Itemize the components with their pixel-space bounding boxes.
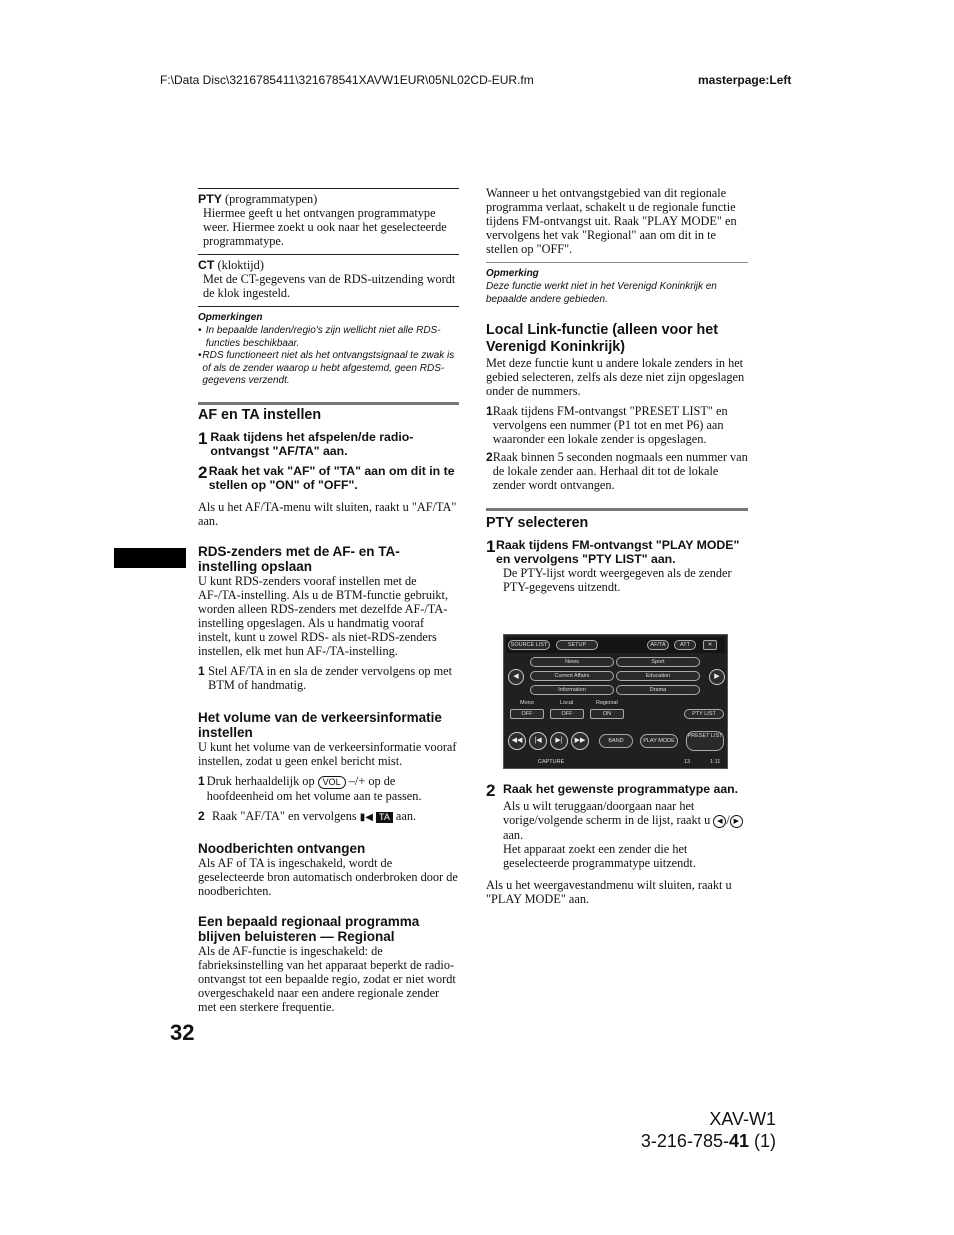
pty-definition: [198, 192, 459, 248]
speaker-icon: ▮◀: [359, 811, 373, 823]
next-page-icon[interactable]: ▶: [709, 669, 725, 685]
sub-number: 1: [198, 663, 205, 678]
vol-body: U kunt het volume van de verkeersinformatie vooraf instellen, zodat u geen enkel bericht mist.: [198, 739, 457, 768]
local-link-title: Local Link-functie (alleen voor het Verenigd Koninkrijk): [486, 322, 718, 355]
part-number: 3-216-785-41 (1): [640, 1131, 776, 1151]
next-track-icon[interactable]: ▶|: [550, 732, 568, 750]
step-number: 1: [486, 537, 496, 556]
masterpage-label: masterpage:Left: [698, 73, 792, 87]
sub-text: Raak tijdens FM-ontvangst "PRESET LIST" en vervolgens een nummer (P1 tot en met P6) aan waaronder een lokale zender is opgeslagen.: [492, 404, 728, 446]
sub-number: 2: [486, 450, 493, 464]
vol-button-icon: VOL: [318, 776, 346, 789]
opmerking-text: Deze functie werkt niet in het Verenigd Koninkrijk en bepaalde andere gebieden.: [486, 281, 717, 305]
right-column: [486, 186, 748, 594]
section-tab-marker: [114, 548, 186, 568]
sub-text: Raak binnen 5 seconden nogmaals een nummer van de lokale zender aan. Herhaal dit tot de lokale zender wordt ontvangen.: [492, 450, 748, 492]
pty-list-button[interactable]: PTY LIST: [684, 709, 724, 719]
regional-toggle[interactable]: ON: [590, 709, 624, 719]
notes-title: Opmerkingen: [198, 312, 263, 323]
regional-title: Een bepaald regionaal programma blijven beluisteren — Regional: [198, 913, 420, 944]
pty-item[interactable]: Drama: [616, 685, 700, 695]
source-list-button[interactable]: SOURCE LIST: [508, 640, 550, 650]
close-icon[interactable]: ✕: [703, 640, 717, 650]
right-column-bottom: [486, 782, 748, 906]
regional-body: Als de AF-functie is ingeschakeld: de fabrieksinstelling van het apparaat beperkt de radio-ontvangst tot een bepaalde regio, zodat er niet wordt overgeschakeld naar een andere regionale zender met een sterkere frequentie.: [198, 943, 456, 1014]
sub-text: Stel AF/TA in en sla de zender vervolgens op met BTM of handmatig.: [208, 663, 453, 692]
regional-continued: Wanneer u het ontvangstgebied van dit regionale programma verlaat, schakelt u de regionale functie tijdens FM-ontvangst uit. Raak "PLAY MODE" en vervolgens het vak "Regional" aan om dit in te stellen op "OFF".: [486, 186, 737, 256]
rewind-icon[interactable]: ◀◀: [508, 732, 526, 750]
mono-toggle[interactable]: OFF: [510, 709, 544, 719]
volume-indicator: 13: [684, 759, 691, 765]
band-button[interactable]: BAND: [599, 734, 633, 748]
play-mode-button[interactable]: PLAY MODE: [640, 734, 678, 748]
ct-desc: Met de CT-gegevens van de RDS-uitzending wordt de klok ingesteld.: [203, 272, 456, 300]
left-column: [198, 188, 459, 1014]
preset-list-button[interactable]: PRESET LIST: [686, 731, 724, 751]
regional-label: Regional: [596, 700, 618, 706]
opmerking-title: Opmerking: [486, 268, 539, 279]
pty-step1-desc: De PTY-lijst wordt weergegeven als de zender PTY-gegevens uitzendt.: [503, 566, 732, 594]
local-label: Local: [560, 700, 574, 706]
pty-term: PTY: [198, 192, 222, 206]
af-ta-close-text: Als u het AF/TA-menu wilt sluiten, raakt u "AF/TA" aan.: [198, 499, 457, 528]
ct-term: CT: [198, 258, 215, 272]
att-button[interactable]: ATT: [674, 640, 696, 650]
sub-text: Druk herhaaldelijk op VOL –/+ op de hoofdeenheid om het volume aan te passen.: [206, 773, 422, 803]
previous-track-icon[interactable]: |◀: [529, 732, 547, 750]
file-path: F:\Data Disc\3216785411\321678541XAVW1EUR\05NL02CD-EUR.fm: [160, 73, 534, 87]
previous-page-icon[interactable]: ◀: [508, 669, 524, 685]
pty-close-text: Als u het weergavestandmenu wilt sluiten, raakt u "PLAY MODE" aan.: [486, 877, 732, 906]
pty-item[interactable]: Education: [616, 671, 700, 681]
step-number: 2: [198, 462, 208, 482]
section-title-pty: PTY selecteren: [486, 515, 589, 531]
rds-title: RDS-zenders met de AF- en TA-instelling opslaan: [198, 543, 400, 574]
pty-desc: Hiermee geeft u het ontvangen programmatype weer. Hiermee zoekt u ook naar het geselecteerde programmatype.: [203, 206, 447, 248]
capture-label: CAPTURE: [538, 759, 565, 765]
page-number: 32: [170, 1020, 195, 1045]
nood-body: Als AF of TA is ingeschakeld, wordt de geselecteerde bron automatisch onderbroken door de noodberichten.: [198, 855, 458, 898]
sub-number: 2: [198, 808, 205, 823]
step-text: Raak het gewenste programmatype aan.: [503, 782, 739, 796]
pty-item[interactable]: Current Affairs: [530, 671, 614, 681]
note-item: • In bepaalde landen/regio's zijn wellicht niet alle RDS-functies beschikbaar.: [198, 325, 441, 349]
model-name: XAV-W1: [709, 1109, 776, 1129]
section-title-af-ta: AF en TA instellen: [198, 406, 322, 423]
step-text: Raak tijdens FM-ontvangst "PLAY MODE" en vervolgens "PTY LIST" aan.: [496, 538, 740, 566]
pty-paren: (programmatypen): [221, 192, 318, 206]
left-arrow-icon: ◀: [713, 815, 726, 828]
pty-item[interactable]: News: [530, 657, 614, 667]
step-number: 2: [486, 781, 496, 800]
nood-title: Noodberichten ontvangen: [198, 840, 366, 856]
pty-step2-desc: Als u wilt teruggaan/doorgaan naar het vorige/volgende scherm in de lijst, raakt u ◀ / ▶ aan. Het apparaat zoekt een zender die het geselecteerde programmatype uitzendt.: [486, 799, 748, 870]
rds-body: U kunt RDS-zenders vooraf instellen met de AF-/TA-instelling. Als u de BTM-functie gebruikt, worden alleen RDS-zenders met dezelfde AF-/TA-instelling opgeslagen. Als u handmatig vooraf instelt, kunt u zowel RDS- als niet-RDS-zenders instellen, elk met hun AF-/TA-instelling.: [198, 573, 449, 658]
local-link-body: Met deze functie kunt u andere lokale zenders in het gebied selecteren, zelfs als deze niet zijn opgeslagen onder de nummers.: [486, 356, 745, 398]
pty-item[interactable]: Information: [530, 685, 614, 695]
sub-number: 1: [486, 404, 493, 418]
clock: 1:11: [710, 759, 721, 765]
model-info: [640, 1108, 776, 1152]
sub-number: 1: [198, 773, 205, 788]
note-item: • RDS functioneert niet als het ontvangstsignaal te zwak is of als de zender waarop u hebt afgestemd, geen RDS-gegevens verzendt.: [198, 350, 455, 386]
setup-button[interactable]: SETUP: [556, 640, 598, 650]
sub-text: Raak "AF/TA" en vervolgens ▮◀ TA aan.: [212, 808, 417, 823]
pty-list-screenshot: [503, 634, 728, 769]
ct-paren: (kloktijd): [214, 258, 264, 272]
step-text: Raak tijdens het afspelen/de radio-ontvangst "AF/TA" aan.: [210, 429, 414, 458]
step-text: Raak het vak "AF" of "TA" aan om dit in te stellen op "ON" of "OFF".: [208, 463, 455, 492]
fast-forward-icon[interactable]: ▶▶: [571, 732, 589, 750]
ta-button-icon: TA: [376, 812, 393, 823]
af-ta-button[interactable]: AF/TA: [647, 640, 669, 650]
vol-title: Het volume van de verkeersinformatie instellen: [198, 709, 442, 740]
mono-label: Mono: [520, 700, 534, 706]
ct-definition: [198, 258, 459, 300]
local-toggle[interactable]: OFF: [550, 709, 584, 719]
right-arrow-icon: ▶: [730, 815, 743, 828]
step-number: 1: [198, 428, 208, 448]
pty-item[interactable]: Sport: [616, 657, 700, 667]
